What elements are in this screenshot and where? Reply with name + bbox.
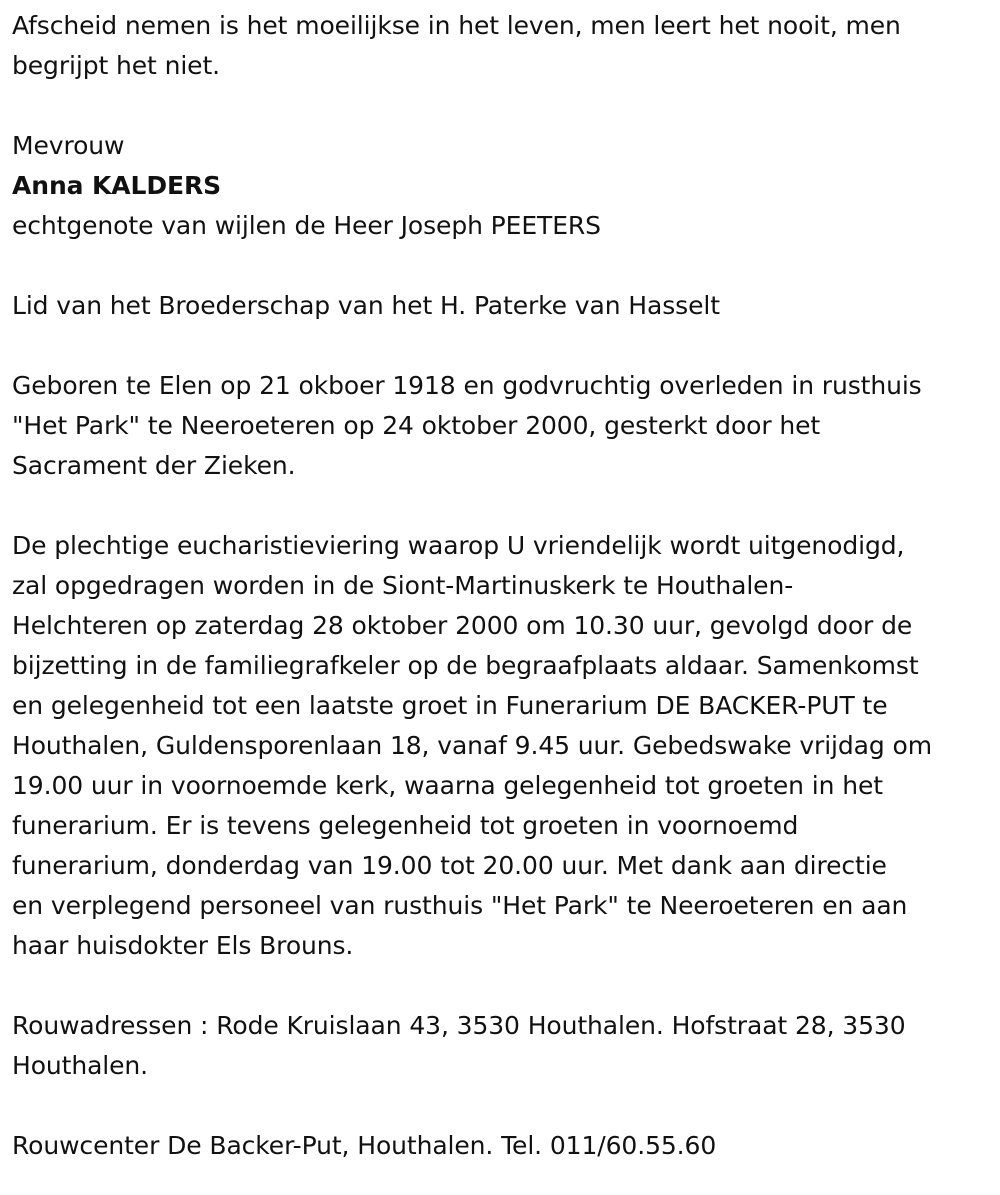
paragraph-line: Sacrament der Zieken. [12,451,296,480]
paragraph-line: en gelegenheid tot een laatste groet in Funerarium DE BACKER-PUT te [12,691,888,720]
spacer [12,86,986,126]
spacer [12,326,986,366]
paragraph-line: "Het Park" te Neeroeteren op 24 oktober 2000, gesterkt door het [12,411,821,440]
paragraph-line: haar huisdokter Els Brouns. [12,931,354,960]
spouse-line: echtgenote van wijlen de Heer Joseph PEETERS [12,211,601,240]
paragraph-line: en verplegend personeel van rusthuis "Het Park" te Neeroeteren en aan [12,891,908,920]
paragraph-line: De plechtige eucharistieviering waarop U vriendelijk wordt uitgenodigd, [12,531,905,560]
motto-line: begrijpt het niet. [12,51,221,80]
birth-death-paragraph [12,366,986,486]
paragraph-line: Rouwadressen : Rode Kruislaan 43, 3530 Houthalen. Hofstraat 28, 3530 [12,1011,906,1040]
deceased-name: Anna KALDERS [12,171,222,200]
ceremony-paragraph [12,526,986,966]
spacer [12,246,986,286]
spacer [12,966,986,1006]
paragraph-line: bijzetting in de familiegrafkeler op de begraafplaats aldaar. Samenkomst [12,651,919,680]
membership-line: Lid van het Broederschap van het H. Paterke van Hasselt [12,291,720,320]
spacer [12,486,986,526]
paragraph-line: funerarium. Er is tevens gelegenheid tot groeten in voornoemd [12,811,799,840]
paragraph-line: Helchteren op zaterdag 28 oktober 2000 om 10.30 uur, gevolgd door de [12,611,913,640]
paragraph-line: Geboren te Elen op 21 okboer 1918 en godvruchtig overleden in rusthuis [12,371,922,400]
paragraph-line: zal opgedragen worden in de Siont-Martinuskerk te Houthalen- [12,571,794,600]
paragraph-line: funerarium, donderdag van 19.00 tot 20.00 uur. Met dank aan directie [12,851,887,880]
spacer [12,1086,986,1126]
funeral-home-contact: Rouwcenter De Backer-Put, Houthalen. Tel. 011/60.55.60 [12,1131,717,1160]
motto-line: Afscheid nemen is het moeilijkse in het leven, men leert het nooit, men [12,11,901,40]
paragraph-line: Houthalen, Guldensporenlaan 18, vanaf 9.45 uur. Gebedswake vrijdag om [12,731,932,760]
motto [12,6,986,86]
honorific: Mevrouw [12,131,125,160]
paragraph-line: Houthalen. [12,1051,149,1080]
paragraph-line: 19.00 uur in voornoemde kerk, waarna gelegenheid tot groeten in het [12,771,883,800]
mourning-addresses [12,1006,986,1086]
